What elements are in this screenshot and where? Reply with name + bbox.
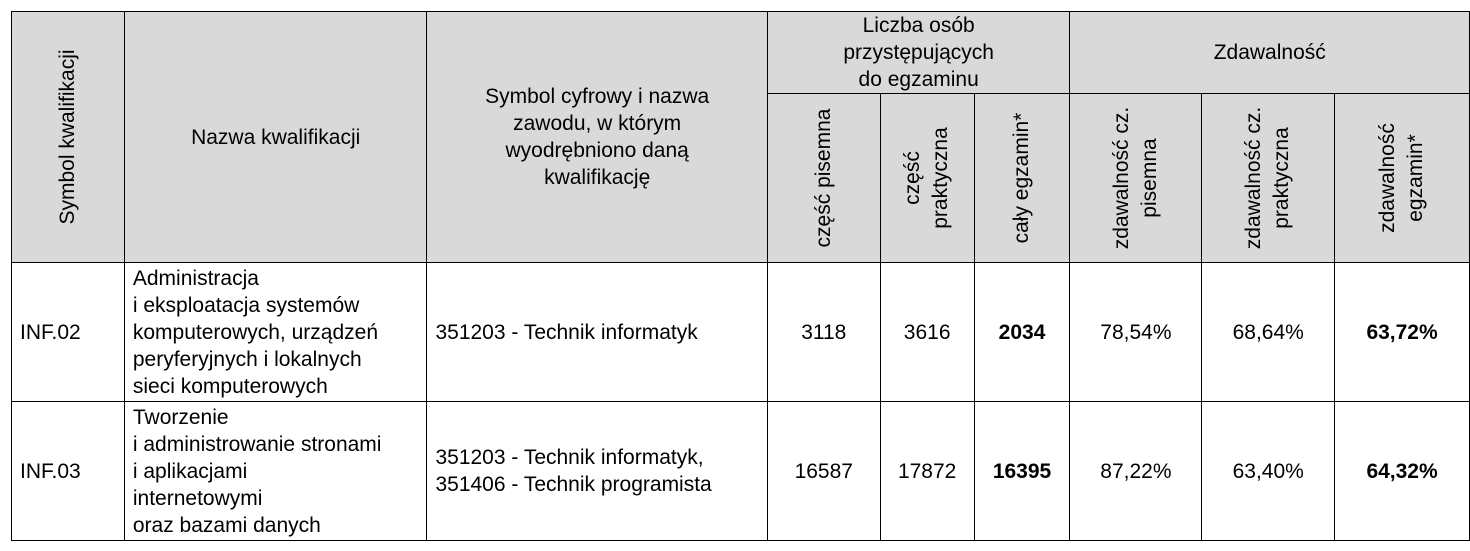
qualification-name	[124, 263, 427, 402]
qualification-name	[124, 402, 427, 541]
count-praktyczna: 17872	[880, 402, 974, 541]
header-czesc-pisemna	[767, 94, 880, 263]
table-row	[12, 263, 1470, 402]
pass-rate-egzamin: 64,32%	[1335, 402, 1470, 541]
count-caly-egzamin: 2034	[974, 263, 1070, 402]
header-zdawalnosc-egzamin	[1335, 94, 1470, 263]
header-caly-egzamin-text: cały egzamin*	[1010, 112, 1034, 244]
header-symbol-kwalifikacji	[12, 12, 125, 263]
qualification-name-line: i eksploatacja systemów	[132, 293, 360, 317]
qualification-name-line: oraz bazami danych	[132, 513, 321, 537]
qualification-name-line: i aplikacjami	[132, 459, 248, 483]
count-caly-egzamin: 16395	[974, 402, 1070, 541]
qualification-name-line: komputerowych, urządzeń	[132, 320, 378, 344]
qualification-results-table	[11, 11, 1470, 541]
qualification-name-line: Tworzenie	[132, 405, 229, 429]
pass-rate-praktyczna: 68,64%	[1202, 263, 1335, 402]
header-symbol-zawodu-line: zawodu, w którym	[513, 112, 682, 135]
header-zdawalnosc-praktyczna	[1202, 94, 1335, 263]
header-zdawalnosc-pisemna-line: pisemna	[1137, 138, 1161, 218]
header-czesc-praktyczna-line: praktyczna	[929, 127, 953, 229]
table-row	[12, 402, 1470, 541]
qualification-name-line: internetowymi	[132, 486, 263, 510]
count-pisemna: 3118	[767, 263, 880, 402]
header-zdawalnosc-egzamin-line: egzamin*	[1404, 134, 1428, 222]
profession	[427, 402, 767, 541]
pass-rate-pisemna: 87,22%	[1070, 402, 1202, 541]
qualification-name-line: Administracja	[132, 266, 259, 290]
qualification-symbol: INF.02	[12, 263, 125, 402]
header-symbol-zawodu-line: Symbol cyfrowy i nazwa	[485, 85, 710, 108]
profession	[427, 263, 767, 402]
pass-rate-egzamin: 63,72%	[1335, 263, 1470, 402]
header-zdawalnosc: Zdawalność	[1070, 12, 1470, 94]
header-symbol-kwalifikacji-text: Symbol kwalifikacji	[55, 49, 79, 225]
header-czesc-praktyczna	[880, 94, 974, 263]
profession-line: 351406 - Technik programista	[435, 473, 712, 496]
header-zdawalnosc-egzamin-text	[1374, 123, 1430, 233]
header-zdawalnosc-praktyczna-text	[1240, 107, 1296, 249]
header-zdawalnosc-egzamin-line: zdawalność	[1376, 123, 1400, 234]
count-praktyczna: 3616	[880, 263, 974, 402]
header-nazwa-kwalifikacji: Nazwa kwalifikacji	[124, 12, 427, 263]
header-czesc-praktyczna-line: część	[901, 151, 925, 206]
profession-line: 351203 - Technik informatyk,	[435, 446, 704, 469]
qualification-name-line: sieci komputerowych	[132, 374, 328, 398]
qualification-name-line: i administrowanie stronami	[132, 432, 382, 456]
header-zdawalnosc-pisemna-text	[1108, 107, 1164, 249]
header-liczba-osob-line: przystępujących	[843, 41, 994, 65]
header-zdawalnosc-praktyczna-line: praktyczna	[1270, 127, 1294, 229]
qualification-results-table-container	[11, 11, 1470, 541]
header-liczba-osob	[767, 12, 1070, 94]
qualification-symbol: INF.03	[12, 402, 125, 541]
header-liczba-osob-line: Liczba osób	[862, 14, 975, 38]
header-zdawalnosc-pisemna	[1070, 94, 1202, 263]
qualification-name-line: peryferyjnych i lokalnych	[132, 347, 362, 371]
header-caly-egzamin	[974, 94, 1070, 263]
header-zdawalnosc-pisemna-line: zdawalność cz.	[1109, 106, 1133, 250]
header-czesc-pisemna-text: część pisemna	[811, 108, 835, 248]
pass-rate-praktyczna: 63,40%	[1202, 402, 1335, 541]
pass-rate-pisemna: 78,54%	[1070, 263, 1202, 402]
count-pisemna: 16587	[767, 402, 880, 541]
header-symbol-zawodu-line: wyodrębniono daną	[505, 139, 689, 162]
header-czesc-praktyczna-text	[899, 127, 955, 229]
profession-line: 351203 - Technik informatyk	[435, 320, 698, 344]
header-liczba-osob-line: do egzaminu	[858, 68, 979, 92]
header-symbol-zawodu-line: kwalifikację	[544, 166, 651, 189]
header-symbol-zawodu	[427, 12, 767, 263]
header-zdawalnosc-praktyczna-line: zdawalność cz.	[1242, 106, 1266, 250]
